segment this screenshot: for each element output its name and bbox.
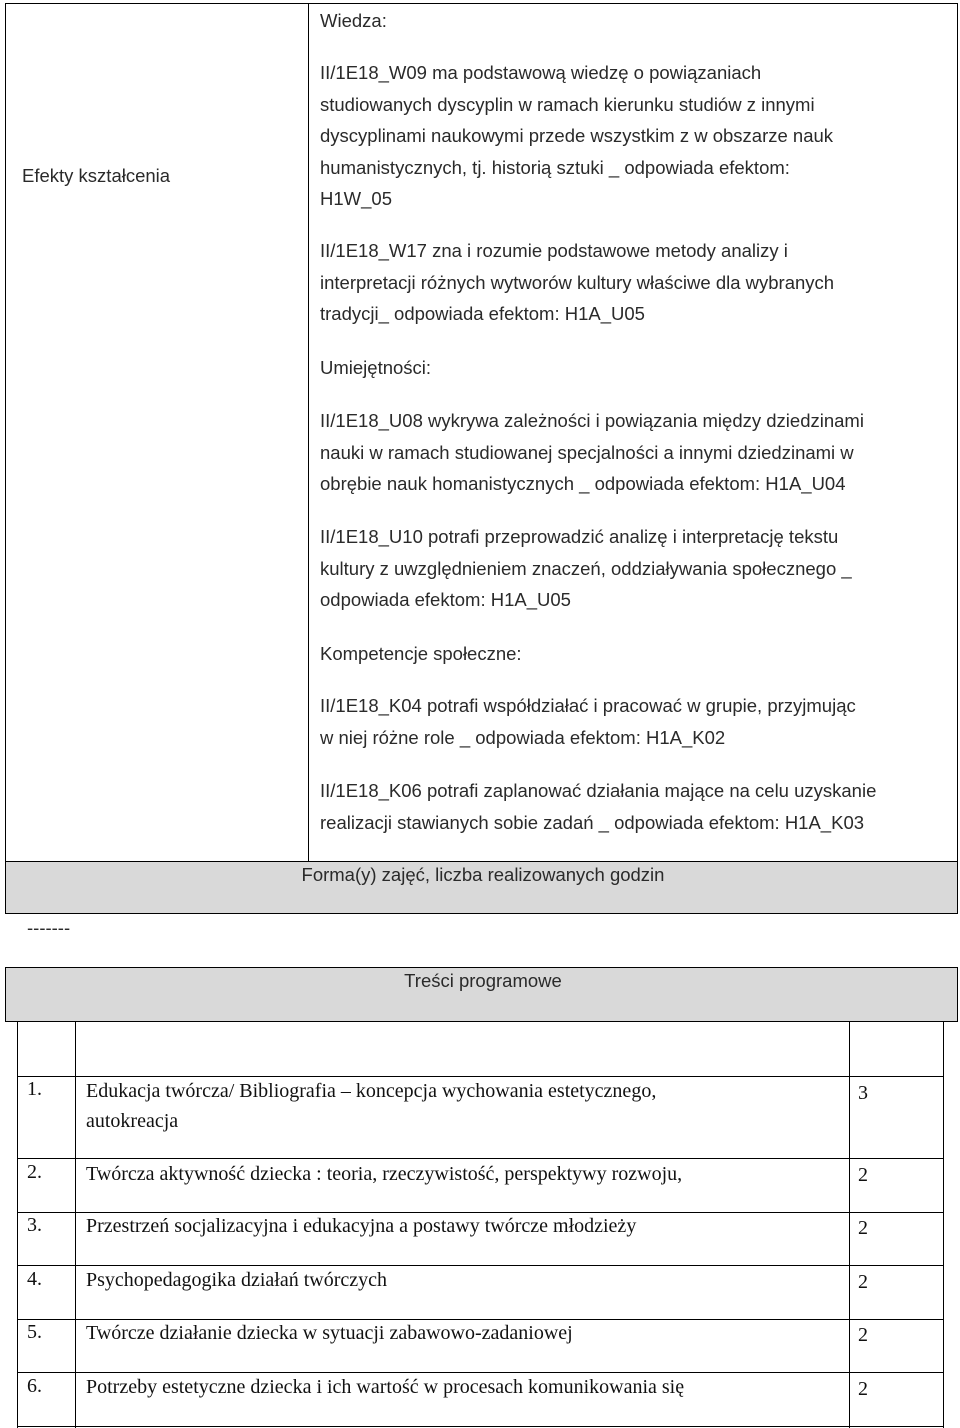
text-line: II/1E18_U10 potrafi przeprowadzić analizę i interpretację tekstu: [320, 526, 839, 547]
text-line: studiowanych dyscyplin w ramach kierunku studiów z innymi: [320, 93, 815, 115]
row-hours: 2: [858, 1378, 868, 1400]
text-line: nauki w ramach studiowanej specjalności a innymi dziedzinami w: [320, 441, 854, 463]
row-number: 3.: [27, 1214, 42, 1236]
row-topic: [86, 1211, 786, 1241]
row-number: 6.: [27, 1375, 42, 1397]
row-number: 1.: [27, 1078, 42, 1100]
text-line: II/1E18_K04 potrafi współdziałać i pracować w grupie, przyjmując: [320, 695, 856, 716]
knowledge-item-w17: [320, 235, 950, 330]
text-line: realizacji stawianych sobie zadań _ odpowiada efektom: H1A_K03: [320, 811, 865, 833]
row-topic: [86, 1372, 786, 1402]
knowledge-header: Wiedza:: [320, 10, 387, 31]
skills-header: Umiejętności:: [320, 357, 432, 378]
text-line: II/1E18_W17 zna i rozumie podstawowe metody analizy i: [320, 240, 788, 261]
row-topic: [86, 1076, 786, 1136]
text-line: Psychopedagogika działań twórczych: [86, 1269, 388, 1291]
knowledge-item-w09: [320, 57, 950, 215]
row-topic: [86, 1265, 786, 1295]
forms-header: Forma(y) zajęć, liczba realizowanych godzin: [301, 864, 665, 885]
row-number: 5.: [27, 1321, 42, 1343]
row-hours: 2: [858, 1164, 868, 1186]
row-number: 4.: [27, 1268, 42, 1290]
text-line: Edukacja twórcza/ Bibliografia – koncepcja wychowania estetycznego,: [86, 1080, 657, 1102]
text-line: II/1E18_W09 ma podstawową wiedzę o powiązaniach: [320, 62, 762, 83]
row-number: 2.: [27, 1161, 42, 1183]
text-line: II/1E18_K06 potrafi zaplanować działania mające na celu uzyskanie: [320, 780, 877, 801]
text-line: kultury z uwzględnieniem znaczeń, oddziaływania społecznego _: [320, 557, 852, 579]
row-topic: [86, 1318, 786, 1348]
text-line: Przestrzeń socjalizacyjna i edukacyjna a postawy twórcze młodzieży: [86, 1215, 637, 1237]
competence-item-k04: [320, 690, 950, 753]
skills-item-u08: [320, 405, 950, 500]
contents-header: Treści programowe: [404, 970, 562, 991]
text-line: interpretacji różnych wytworów kultury właściwe dla wybranych: [320, 271, 835, 293]
text-line: tradycji_ odpowiada efektom: H1A_U05: [320, 303, 645, 324]
effects-label: Efekty kształcenia: [22, 165, 171, 186]
text-line: obrębie nauk homanistycznych _ odpowiada efektom: H1A_U04: [320, 473, 846, 494]
row-hours: 2: [858, 1324, 868, 1346]
skills-item-u10: [320, 521, 950, 616]
text-line: odpowiada efektom: H1A_U05: [320, 589, 571, 610]
text-line: H1W_05: [320, 188, 392, 209]
row-hours: 3: [858, 1082, 868, 1104]
text-line: Twórcze działanie dziecka w sytuacji zabawowo-zadaniowej: [86, 1322, 573, 1344]
row-topic: [86, 1159, 786, 1189]
row-hours: 2: [858, 1271, 868, 1293]
forms-value: -------: [27, 917, 71, 938]
text-line: Twórcza aktywność dziecka : teoria, rzeczywistość, perspektywy rozwoju,: [86, 1163, 683, 1185]
text-line: autokreacja: [86, 1110, 179, 1132]
competence-header: Kompetencje społeczne:: [320, 643, 522, 664]
competence-item-k06: [320, 775, 950, 838]
row-hours: 2: [858, 1217, 868, 1239]
text-line: Potrzeby estetyczne dziecka i ich wartość w procesach komunikowania się: [86, 1376, 685, 1398]
text-line: dyscyplinami naukowymi przede wszystkim z w obszarze nauk: [320, 125, 834, 146]
text-line: II/1E18_U08 wykrywa zależności i powiązania między dziedzinami: [320, 410, 864, 431]
text-line: humanistycznych, tj. historią sztuki _ odpowiada efektom:: [320, 156, 790, 178]
text-line: w niej różne role _ odpowiada efektom: H1A_K02: [320, 726, 726, 748]
